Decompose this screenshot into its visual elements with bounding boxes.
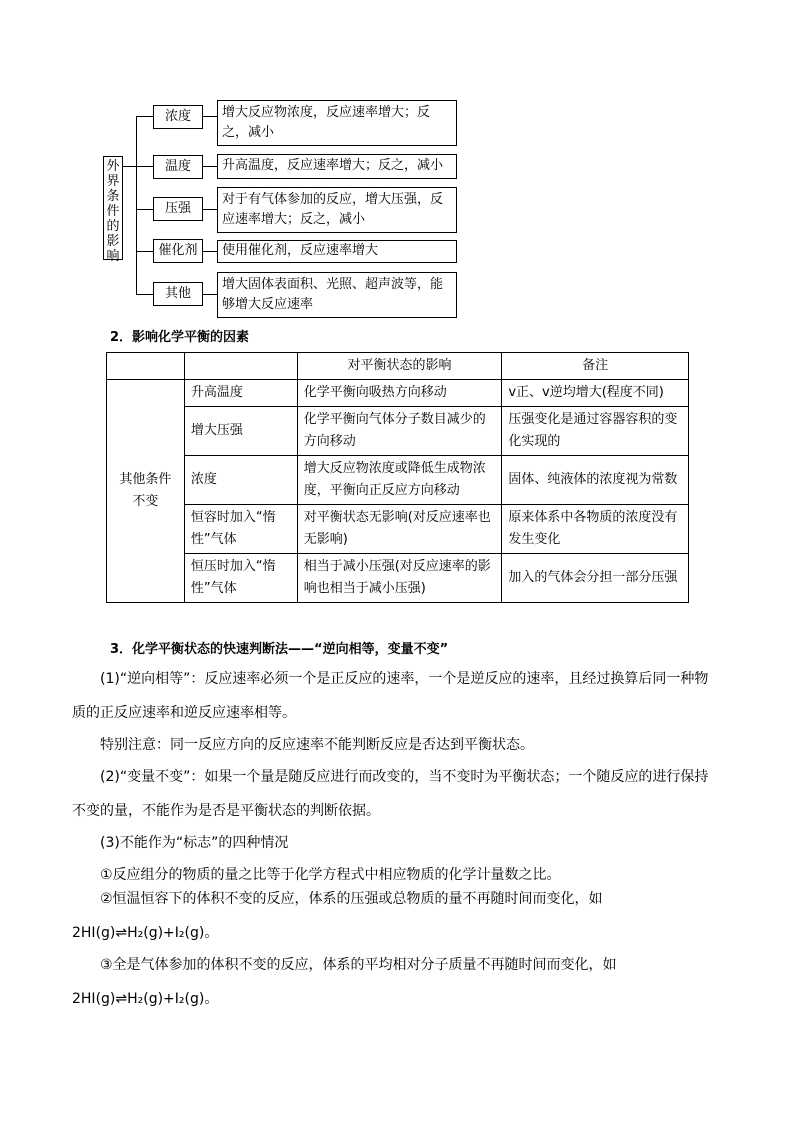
- table-cell-effect: 化学平衡向吸热方向移动: [297, 380, 502, 407]
- table-group-label: [107, 380, 185, 603]
- table-cell-factor: 恒容时加入“惰性”气体: [184, 505, 297, 554]
- table-cell-effect: 相当于减小压强(对反应速率的影响也相当于减小压强): [297, 554, 502, 603]
- mindmap-root: [103, 156, 123, 264]
- connector-desc: [203, 294, 217, 295]
- branch-node-pressure: 压强: [153, 197, 203, 221]
- table-row: [107, 554, 689, 603]
- paragraph-reverse-equal: (1)“逆向相等”：反应速率必须一个是正反应的速率，一个是逆反应的速率，且经过换算后同一种物质的正反应速率和逆反应速率相等。: [72, 671, 709, 721]
- connector-spine: [136, 116, 137, 294]
- table-cell-note: 压强变化是通过容器容积的变化实现的: [502, 407, 689, 456]
- section-heading-quick-judgement: 3．化学平衡状态的快速判断法——“逆向相等，变量不变”: [110, 642, 449, 657]
- table-header-cell: [184, 353, 297, 380]
- connector-desc: [203, 116, 217, 117]
- branch-node-concentration: 浓度: [153, 105, 203, 129]
- table-cell-effect: 对平衡状态无影响(对反应速率也无影响): [297, 505, 502, 554]
- table-row: [107, 456, 689, 505]
- root-char: 响: [106, 249, 120, 264]
- branch-desc-temperature: 升高温度，反应速率增大；反之，减小: [217, 154, 457, 179]
- equilibrium-factors-table: [106, 352, 689, 603]
- branch-desc-catalyst: 使用催化剂，反应速率增大: [217, 240, 457, 263]
- table-header-cell: 备注: [502, 353, 689, 380]
- table-row: [107, 380, 689, 407]
- table-cell-factor: 增大压强: [184, 407, 297, 456]
- connector-root: [123, 166, 136, 167]
- connector-branch: [136, 116, 153, 117]
- table-cell-note: v正、v逆均增大(程度不同): [502, 380, 689, 407]
- root-char: 条: [106, 189, 120, 204]
- root-char: 界: [106, 174, 120, 189]
- branch-desc-concentration: 增大反应物浓度，反应速率增大；反之，减小: [217, 100, 457, 146]
- connector-desc: [203, 209, 217, 210]
- paragraph-four-cases-title: (3)不能作为“标志”的四种情况: [100, 835, 289, 851]
- group-label-line: 不变: [132, 494, 159, 509]
- connector-branch: [136, 166, 153, 167]
- branch-node-temperature: 温度: [153, 155, 203, 179]
- paragraph-case-1: ①反应组分的物质的量之比等于化学方程式中相应物质的化学计量数之比。: [100, 867, 561, 883]
- connector-branch: [136, 251, 153, 252]
- connector-desc: [203, 251, 217, 252]
- connector-desc: [203, 166, 217, 167]
- root-char: 影: [106, 234, 120, 249]
- root-char: 外: [106, 159, 120, 174]
- group-label-line: 其他条件: [119, 472, 172, 487]
- branch-node-catalyst: 催化剂: [153, 239, 203, 263]
- table-cell-note: 原来体系中各物质的浓度没有发生变化: [502, 505, 689, 554]
- table-cell-effect: 增大反应物浓度或降低生成物浓度，平衡向正反应方向移动: [297, 456, 502, 505]
- branch-node-other: 其他: [153, 282, 203, 306]
- section-heading-equilibrium-factors: 2．影响化学平衡的因素: [110, 330, 250, 345]
- table-header-cell: 对平衡状态的影响: [297, 353, 502, 380]
- table-header-row: [107, 353, 689, 380]
- table-cell-factor: 浓度: [184, 456, 297, 505]
- table-cell-factor: 恒压时加入“惰性”气体: [184, 554, 297, 603]
- paragraph-variable-constant: (2)“变量不变”：如果一个量是随反应进行而改变的，当不变时为平衡状态；一个随反应的进行保持不变的量，不能作为是否是平衡状态的判断依据。: [72, 769, 709, 819]
- branch-desc-other: 增大固体表面积、光照、超声波等，能够增大反应速率: [217, 272, 457, 318]
- table-cell-factor: 升高温度: [184, 380, 297, 407]
- table-row: [107, 407, 689, 456]
- table-header-cell: [107, 353, 185, 380]
- branch-desc-pressure: 对于有气体参加的反应，增大压强，反应速率增大；反之，减小: [217, 187, 457, 233]
- table-row: [107, 505, 689, 554]
- root-char: 的: [106, 219, 120, 234]
- connector-branch: [136, 209, 153, 210]
- table-cell-note: 固体、纯液体的浓度视为常数: [502, 456, 689, 505]
- paragraph-case-2: ②恒温恒容下的体积不变的反应，体系的压强或总物质的量不再随时间而变化，如 2HI(g)⇌H₂(g)+I₂(g)。: [72, 891, 603, 941]
- paragraph-case-3: ③全是气体参加的体积不变的反应，体系的平均相对分子质量不再随时间而变化，如 2HI(g)⇌H₂(g)+I₂(g)。: [72, 957, 617, 1007]
- table-cell-effect: 化学平衡向气体分子数目减少的方向移动: [297, 407, 502, 456]
- root-char: 件: [106, 204, 120, 219]
- paragraph-special-note: 特别注意：同一反应方向的反应速率不能判断反应是否达到平衡状态。: [100, 737, 534, 753]
- connector-branch: [136, 294, 153, 295]
- table-cell-note: 加入的气体会分担一部分压强: [502, 554, 689, 603]
